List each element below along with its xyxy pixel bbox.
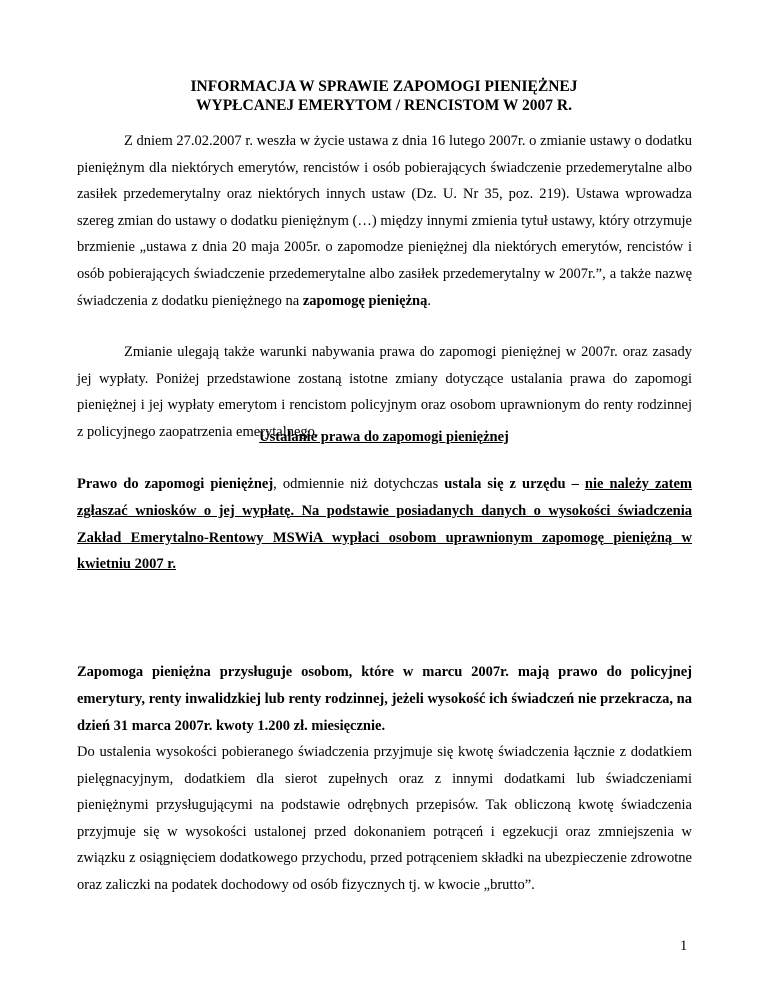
paragraph-calculation: Do ustalenia wysokości pobieranego świadczenia przyjmuje się kwotę świadczenia łącznie z dodatkiem pielęgnacyjnym, dodatkiem dla sierot zupełnych oraz z innymi dodatkami lub świadczeniami pieniężnymi przysługującymi na podstawie odrębnych przepisów. Tak obliczoną kwotę świadczenia przyjmuje się w wysokości ustalonej przed dokonaniem potrąceń i egzekucji oraz zmniejszenia w związku z osiągnięciem dodatkowego przychodu, przed potrąceniem składki na ubezpieczenie zdrowotne oraz zaliczki na podatek dochodowy od osób fizycznych tj. w kwocie „brutto”. <box>77 744 692 893</box>
document-title <box>0 77 768 115</box>
paragraph-intro <box>77 128 692 314</box>
paragraph-intro-end: . <box>427 292 431 309</box>
title-line-1: INFORMACJA W SPRAWIE ZAPOMOGI PIENIĘŻNEJ <box>190 78 578 95</box>
paragraph-eligibility: Zapomoga pieniężna przysługuje osobom, które w marcu 2007r. mają prawo do policyjnej emerytury, renty inwalidzkiej lub renty rodzinnej, jeżeli wysokość ich świadczeń nie przekracza, na dzień 31 marca 2007r. kwoty 1.200 zł. miesięcznie. <box>77 664 692 734</box>
p3-part-c: ustala się z urzędu – <box>444 476 585 492</box>
page-number: 1 <box>680 938 688 954</box>
p3-part-b: , odmiennie niż dotychczas <box>273 476 445 492</box>
p3-part-d: nie należy zatem zgłaszać wniosków o jej wypłatę. Na podstawie posiadanych danych o wysokości świadczenia Zakład Emerytalno-Rentowy MSWiA wypłaci osobom uprawnionym zapomogę pieniężną w kwietniu 2007 r. <box>77 476 693 573</box>
paragraph-changes: Zmianie ulegają także warunki nabywania prawa do zapomogi pieniężnej w 2007r. oraz zasady jej wypłaty. Poniżej przedstawione zostaną istotne zmiany dotyczące ustalania prawa do zapomogi pieniężnej i jej wypłaty emerytom i rencistom policyjnym oraz osobom uprawnionym do renty rodzinnej z policyjnego zaopatrzenia emerytalnego. <box>77 344 692 440</box>
paragraph-right-ex-officio <box>77 471 692 578</box>
title-line-2: WYPŁCANEJ EMERYTOM / RENCISTOM W 2007 R. <box>196 97 572 114</box>
p3-part-a: Prawo do zapomogi pieniężnej <box>77 476 274 492</box>
paragraph-intro-bold: zapomogę pieniężną <box>302 292 428 309</box>
section-heading: Ustalanie prawa do zapomogi pieniężnej <box>259 429 509 445</box>
paragraph-intro-text: Z dniem 27.02.2007 r. weszła w życie ustawa z dnia 16 lutego 2007r. o zmianie ustawy o dodatku pieniężnym dla niektórych emerytów, rencistów i osób pobierających świadczenie przedemerytalne albo zasiłek przedemerytalny oraz niektórych innych ustaw (Dz. U. Nr 35, poz. 219). Ustawa wprowadza szereg zmian do ustawy o dodatku pieniężnym (…) między innymi zmienia tytuł ustawy, który otrzymuje brzmienie „ustawa z dnia 20 maja 2005r. o zapomodze pieniężnej dla niektórych emerytów, rencistów i osób pobierających świadczenie przedemerytalne albo zasiłek przedemerytalny w 2007r.”, a także nazwę świadczenia z dodatku pieniężnego na <box>77 133 692 309</box>
